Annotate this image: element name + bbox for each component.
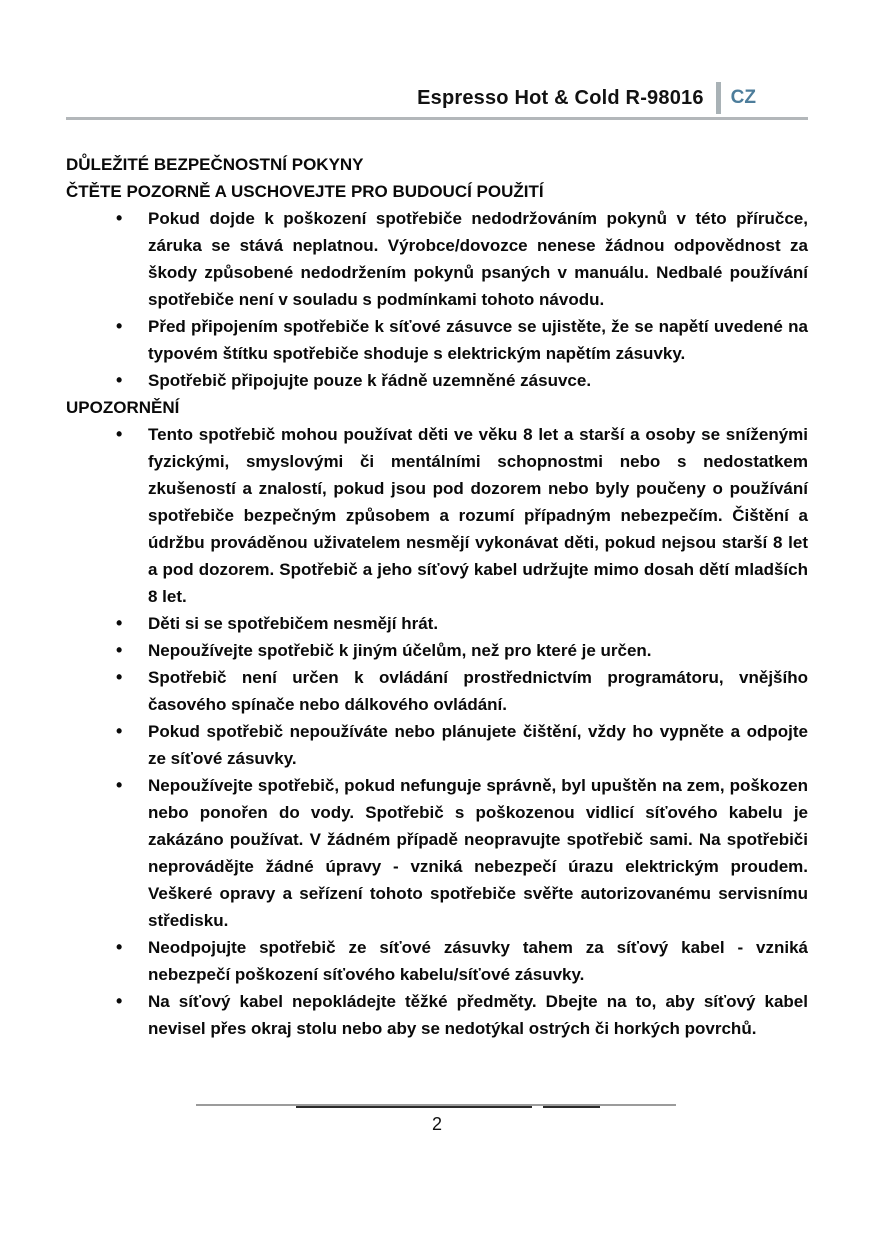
bullet-icon: • (116, 316, 123, 336)
page-number: 2 (431, 1114, 442, 1134)
safety-bullet-list (66, 205, 808, 394)
bullet-icon: • (116, 775, 123, 795)
bullet-text: Děti si se spotřebičem nesmějí hrát. (148, 614, 439, 633)
list-item (66, 313, 808, 367)
section-heading-read-keep: ČTĚTE POZORNĚ A USCHOVEJTE PRO BUDOUCÍ POUŽITÍ (66, 182, 544, 201)
bullet-text: Tento spotřebič mohou používat děti ve věku 8 let a starší a osoby se sníženými fyzickými, smyslovými či mentálními schopnostmi nebo s nedostatkem zkušeností a znalostí, pokud jsou pod dozorem nebo byly poučeny o používání spotřebiče bezpečným způsobem a rozumí případným nebezpečím. Čištění a údržbu prováděnou uživatelem nesmějí vykonávat děti, pokud nejsou starší 8 let a pod dozorem. Spotřebič a jeho síťový kabel udržujte mimo dosah dětí mladších 8 let. (148, 425, 808, 606)
list-item (66, 772, 808, 934)
bullet-text: Neodpojujte spotřebič ze síťové zásuvky tahem za síťový kabel - vzniká nebezpečí poškození síťového kabelu/síťové zásuvky. (148, 938, 808, 984)
list-item (66, 718, 808, 772)
bullet-text: Spotřebič připojujte pouze k řádně uzemněné zásuvce. (148, 371, 592, 390)
bullet-icon: • (116, 937, 123, 957)
list-item (66, 664, 808, 718)
bullet-icon: • (116, 991, 123, 1011)
list-item (66, 610, 808, 637)
bullet-text: Nepoužívejte spotřebič k jiným účelům, než pro které je určen. (148, 641, 652, 660)
footer-rule-accent (543, 1106, 600, 1108)
bullet-text: Spotřebič není určen k ovládání prostřednictvím programátoru, vnějšího časového spínače nebo dálkového ovládání. (148, 668, 808, 714)
footer-rule (196, 1104, 676, 1106)
page-header (66, 80, 808, 116)
document-title: Espresso Hot & Cold R-98016 (417, 86, 704, 109)
bullet-text: Před připojením spotřebiče k síťové zásuvce se ujistěte, že se napětí uvedené na typovém štítku spotřebiče shoduje s elektrickým napětím zásuvky. (148, 317, 808, 363)
header-divider (716, 82, 721, 114)
bullet-text: Nepoužívejte spotřebič, pokud nefunguje správně, byl upuštěn na zem, poškozen nebo ponořen do vody. Spotřebič s poškozenou vidlicí síťového kabelu je zakázáno používat. V žádném případě neopravujte spotřebič sami. Na spotřebiči neprovádějte žádné úpravy - vzniká nebezpečí úrazu elektrickým proudem. Veškeré opravy a seřízení tohoto spotřebiče svěřte autorizovanému servisnímu středisku. (148, 776, 808, 930)
footer-rule-accent (296, 1106, 532, 1108)
bullet-icon: • (116, 208, 123, 228)
list-item (66, 367, 808, 394)
list-item (66, 421, 808, 610)
header-rule (66, 117, 808, 120)
warning-bullet-list (66, 421, 808, 1042)
list-item (66, 205, 808, 313)
bullet-text: Pokud spotřebič nepoužíváte nebo plánujete čištění, vždy ho vypněte a odpojte ze síťové zásuvky. (148, 722, 808, 768)
bullet-icon: • (116, 613, 123, 633)
bullet-icon: • (116, 424, 123, 444)
page-content (66, 151, 808, 1042)
bullet-icon: • (116, 370, 123, 390)
language-badge: CZ (730, 87, 756, 108)
list-item (66, 988, 808, 1042)
bullet-icon: • (116, 721, 123, 741)
bullet-icon: • (116, 667, 123, 687)
bullet-text: Pokud dojde k poškození spotřebiče nedodržováním pokynů v této příručce, záruka se stává neplatnou. Výrobce/dovozce nenese žádnou odpovědnost za škody způsobené nedodržením pokynů psaných v manuálu. Nedbalé používání spotřebiče není v souladu s podmínkami tohoto návodu. (148, 209, 808, 309)
section-heading-important: DŮLEŽITÉ BEZPEČNOSTNÍ POKYNY (66, 155, 364, 174)
section-heading-warning: UPOZORNĚNÍ (66, 398, 180, 417)
bullet-text: Na síťový kabel nepokládejte těžké předměty. Dbejte na to, aby síťový kabel nevisel přes okraj stolu nebo aby se nedotýkal ostrých či horkých povrchů. (148, 992, 808, 1038)
bullet-icon: • (116, 640, 123, 660)
list-item (66, 637, 808, 664)
list-item (66, 934, 808, 988)
